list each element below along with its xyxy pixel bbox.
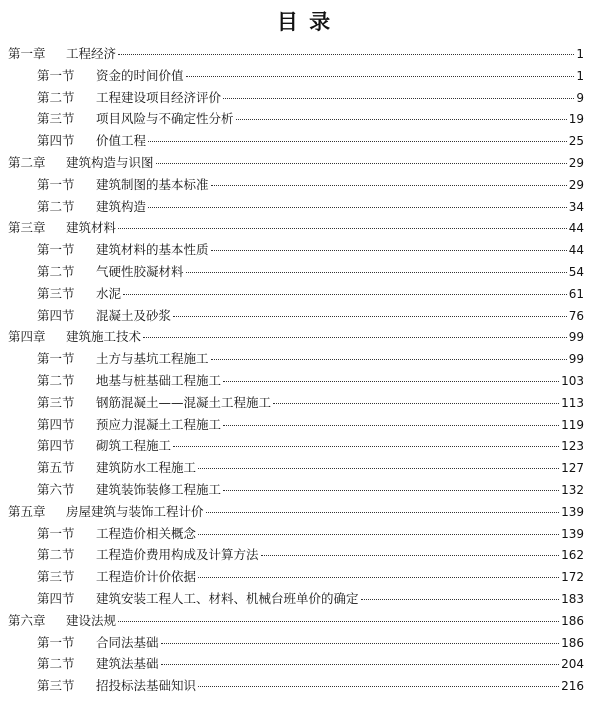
toc-entry-label: 建设法规 — [66, 612, 117, 628]
toc-entry-number: 第一节 — [37, 176, 75, 192]
toc-entry-number: 第一节 — [37, 525, 75, 541]
toc-entry-label: 钢筋混凝土——混凝土工程施工 — [96, 394, 272, 410]
toc-section-entry[interactable] — [8, 370, 584, 392]
toc-entry-label: 建筑材料的基本性质 — [96, 242, 209, 258]
toc-entry-page-number: 29 — [568, 177, 584, 192]
toc-section-entry[interactable] — [8, 283, 584, 305]
toc-entry-page-number: 103 — [561, 373, 584, 388]
toc-chapter-entry[interactable] — [8, 610, 584, 632]
toc-entry-label: 招投标法基础知识 — [96, 678, 197, 694]
toc-section-entry[interactable] — [8, 392, 584, 414]
toc-entry-number: 第二节 — [37, 372, 75, 388]
toc-entry-page-number: 76 — [568, 308, 584, 323]
toc-section-entry[interactable] — [8, 653, 584, 675]
toc-section-entry[interactable] — [8, 457, 584, 479]
toc-entry-label: 资金的时间价值 — [96, 67, 184, 83]
toc-entry-label: 气硬性胶凝材料 — [96, 263, 184, 279]
toc-entry-page-number: 162 — [561, 548, 584, 563]
toc-entry-page-number: 44 — [568, 221, 584, 236]
dot-leader — [273, 403, 559, 404]
toc-entry-page-number: 186 — [561, 635, 584, 650]
toc-section-entry[interactable] — [8, 305, 584, 327]
toc-section-entry[interactable] — [8, 414, 584, 436]
toc-entry-label: 砌筑工程施工 — [96, 438, 172, 454]
toc-entry-page-number: 44 — [568, 243, 584, 258]
toc-entry-number: 第三节 — [37, 569, 75, 585]
toc-entry-page-number: 113 — [561, 395, 584, 410]
dot-leader — [123, 294, 567, 295]
toc-entry-label: 合同法基础 — [96, 634, 159, 650]
toc-chapter-entry[interactable] — [8, 501, 584, 523]
toc-entry-number: 第一节 — [37, 634, 75, 650]
table-of-contents — [8, 43, 584, 697]
toc-entry-label: 建筑材料 — [66, 220, 117, 236]
toc-entry-number: 第二节 — [37, 547, 75, 563]
toc-entry-label: 工程造价相关概念 — [96, 525, 197, 541]
dot-leader — [211, 359, 567, 360]
dot-leader — [236, 119, 567, 120]
toc-entry-number: 第二节 — [37, 656, 75, 672]
toc-entry-number: 第三节 — [37, 285, 75, 301]
toc-chapter-entry[interactable] — [8, 217, 584, 239]
dot-leader — [211, 185, 567, 186]
toc-entry-label: 建筑装饰装修工程施工 — [96, 481, 222, 497]
toc-entry-label: 建筑构造 — [96, 198, 147, 214]
toc-entry-page-number: 139 — [561, 526, 584, 541]
toc-entry-page-number: 29 — [568, 155, 584, 170]
toc-entry-number: 第四节 — [37, 438, 75, 454]
toc-entry-label: 混凝土及砂浆 — [96, 307, 172, 323]
dot-leader — [118, 621, 559, 622]
toc-section-entry[interactable] — [8, 261, 584, 283]
toc-entry-label: 预应力混凝土工程施工 — [96, 416, 222, 432]
toc-section-entry[interactable] — [8, 239, 584, 261]
toc-entry-label: 地基与桩基础工程施工 — [96, 372, 222, 388]
toc-entry-label: 建筑防水工程施工 — [96, 460, 197, 476]
toc-section-entry[interactable] — [8, 523, 584, 545]
toc-entry-page-number: 34 — [568, 199, 584, 214]
dot-leader — [173, 316, 567, 317]
toc-entry-page-number: 172 — [561, 570, 584, 585]
toc-entry-number: 第五节 — [37, 460, 75, 476]
dot-leader — [198, 686, 559, 687]
toc-entry-page-number: 1 — [576, 68, 584, 83]
toc-entry-page-number: 132 — [561, 482, 584, 497]
toc-entry-number: 第四节 — [37, 416, 75, 432]
toc-entry-label: 房屋建筑与装饰工程计价 — [66, 503, 204, 519]
toc-entry-number: 第二节 — [37, 89, 75, 105]
dot-leader — [198, 577, 559, 578]
toc-entry-label: 建筑安装工程人工、材料、机械台班单价的确定 — [96, 590, 359, 606]
toc-entry-number: 第四节 — [37, 590, 75, 606]
toc-entry-number: 第六节 — [37, 481, 75, 497]
toc-entry-label: 土方与基坑工程施工 — [96, 351, 209, 367]
toc-entry-page-number: 183 — [561, 591, 584, 606]
toc-entry-page-number: 19 — [568, 112, 584, 127]
toc-section-entry[interactable] — [8, 632, 584, 654]
toc-entry-number: 第三节 — [37, 111, 75, 127]
dot-leader — [143, 337, 567, 338]
toc-entry-number: 第一节 — [37, 351, 75, 367]
toc-entry-page-number: 99 — [568, 352, 584, 367]
dot-leader — [223, 381, 559, 382]
toc-entry-page-number: 216 — [561, 679, 584, 694]
toc-section-entry[interactable] — [8, 675, 584, 697]
toc-entry-page-number: 54 — [568, 264, 584, 279]
dot-leader — [148, 207, 567, 208]
toc-section-entry[interactable] — [8, 174, 584, 196]
toc-entry-page-number: 1 — [576, 47, 584, 61]
toc-entry-page-number: 127 — [561, 461, 584, 476]
toc-entry-number: 第一章 — [8, 46, 46, 61]
toc-entry-number: 第一节 — [37, 67, 75, 83]
toc-entry-number: 第六章 — [8, 612, 46, 628]
dot-leader — [186, 272, 567, 273]
dot-leader — [211, 250, 567, 251]
toc-entry-number: 第四节 — [37, 307, 75, 323]
toc-entry-page-number: 99 — [568, 330, 584, 345]
dot-leader — [261, 555, 560, 556]
dot-leader — [161, 664, 560, 665]
dot-leader — [186, 76, 575, 77]
toc-section-entry[interactable] — [8, 108, 584, 130]
toc-entry-label: 水泥 — [96, 285, 122, 301]
dot-leader — [223, 425, 559, 426]
toc-entry-page-number: 186 — [561, 613, 584, 628]
dot-leader — [118, 228, 567, 229]
toc-entry-label: 工程建设项目经济评价 — [96, 89, 222, 105]
toc-entry-number: 第五章 — [8, 503, 46, 519]
toc-entry-label: 建筑构造与识图 — [66, 154, 154, 170]
toc-section-entry[interactable] — [8, 479, 584, 501]
toc-entry-label: 工程造价计价依据 — [96, 569, 197, 585]
toc-entry-page-number: 123 — [561, 439, 584, 454]
dot-leader — [198, 534, 559, 535]
page-title: 目 录 — [276, 10, 333, 34]
toc-section-entry[interactable] — [8, 566, 584, 588]
toc-entry-number: 第二节 — [37, 198, 75, 214]
toc-entry-number: 第三节 — [37, 394, 75, 410]
toc-section-entry[interactable] — [8, 130, 584, 152]
toc-section-entry[interactable] — [8, 435, 584, 457]
toc-entry-label: 项目风险与不确定性分析 — [96, 111, 234, 127]
toc-chapter-entry[interactable] — [8, 43, 584, 65]
toc-entry-label: 价值工程 — [96, 133, 147, 149]
toc-entry-page-number: 139 — [561, 504, 584, 519]
dot-leader — [361, 599, 560, 600]
toc-entry-number: 第三章 — [8, 220, 46, 236]
dot-leader — [118, 54, 574, 55]
toc-entry-page-number: 61 — [568, 286, 584, 301]
dot-leader — [161, 643, 560, 644]
toc-entry-number: 第二节 — [37, 263, 75, 279]
toc-entry-label: 建筑法基础 — [96, 656, 159, 672]
toc-entry-page-number: 119 — [561, 417, 584, 432]
toc-section-entry[interactable] — [8, 348, 584, 370]
toc-entry-number: 第四章 — [8, 329, 46, 345]
toc-section-entry[interactable] — [8, 588, 584, 610]
toc-entry-number: 第一节 — [37, 242, 75, 258]
toc-entry-label: 建筑制图的基本标准 — [96, 176, 209, 192]
dot-leader — [156, 163, 567, 164]
toc-section-entry[interactable] — [8, 87, 584, 109]
toc-entry-number: 第三节 — [37, 678, 75, 694]
toc-entry-page-number: 204 — [561, 657, 584, 672]
toc-entry-label: 建筑施工技术 — [66, 329, 142, 345]
toc-entry-label: 工程经济 — [66, 46, 117, 61]
dot-leader — [173, 446, 559, 447]
toc-entry-label: 工程造价费用构成及计算方法 — [96, 547, 259, 563]
toc-section-entry[interactable] — [8, 544, 584, 566]
dot-leader — [206, 512, 560, 513]
toc-section-entry[interactable] — [8, 65, 584, 87]
toc-entry-page-number: 9 — [576, 90, 584, 105]
dot-leader — [198, 468, 559, 469]
dot-leader — [223, 490, 559, 491]
toc-entry-number: 第二章 — [8, 154, 46, 170]
toc-section-entry[interactable] — [8, 196, 584, 218]
dot-leader — [148, 141, 567, 142]
dot-leader — [223, 98, 574, 99]
toc-entry-number: 第四节 — [37, 133, 75, 149]
toc-chapter-entry[interactable] — [8, 326, 584, 348]
toc-entry-page-number: 25 — [568, 134, 584, 149]
toc-chapter-entry[interactable] — [8, 152, 584, 174]
